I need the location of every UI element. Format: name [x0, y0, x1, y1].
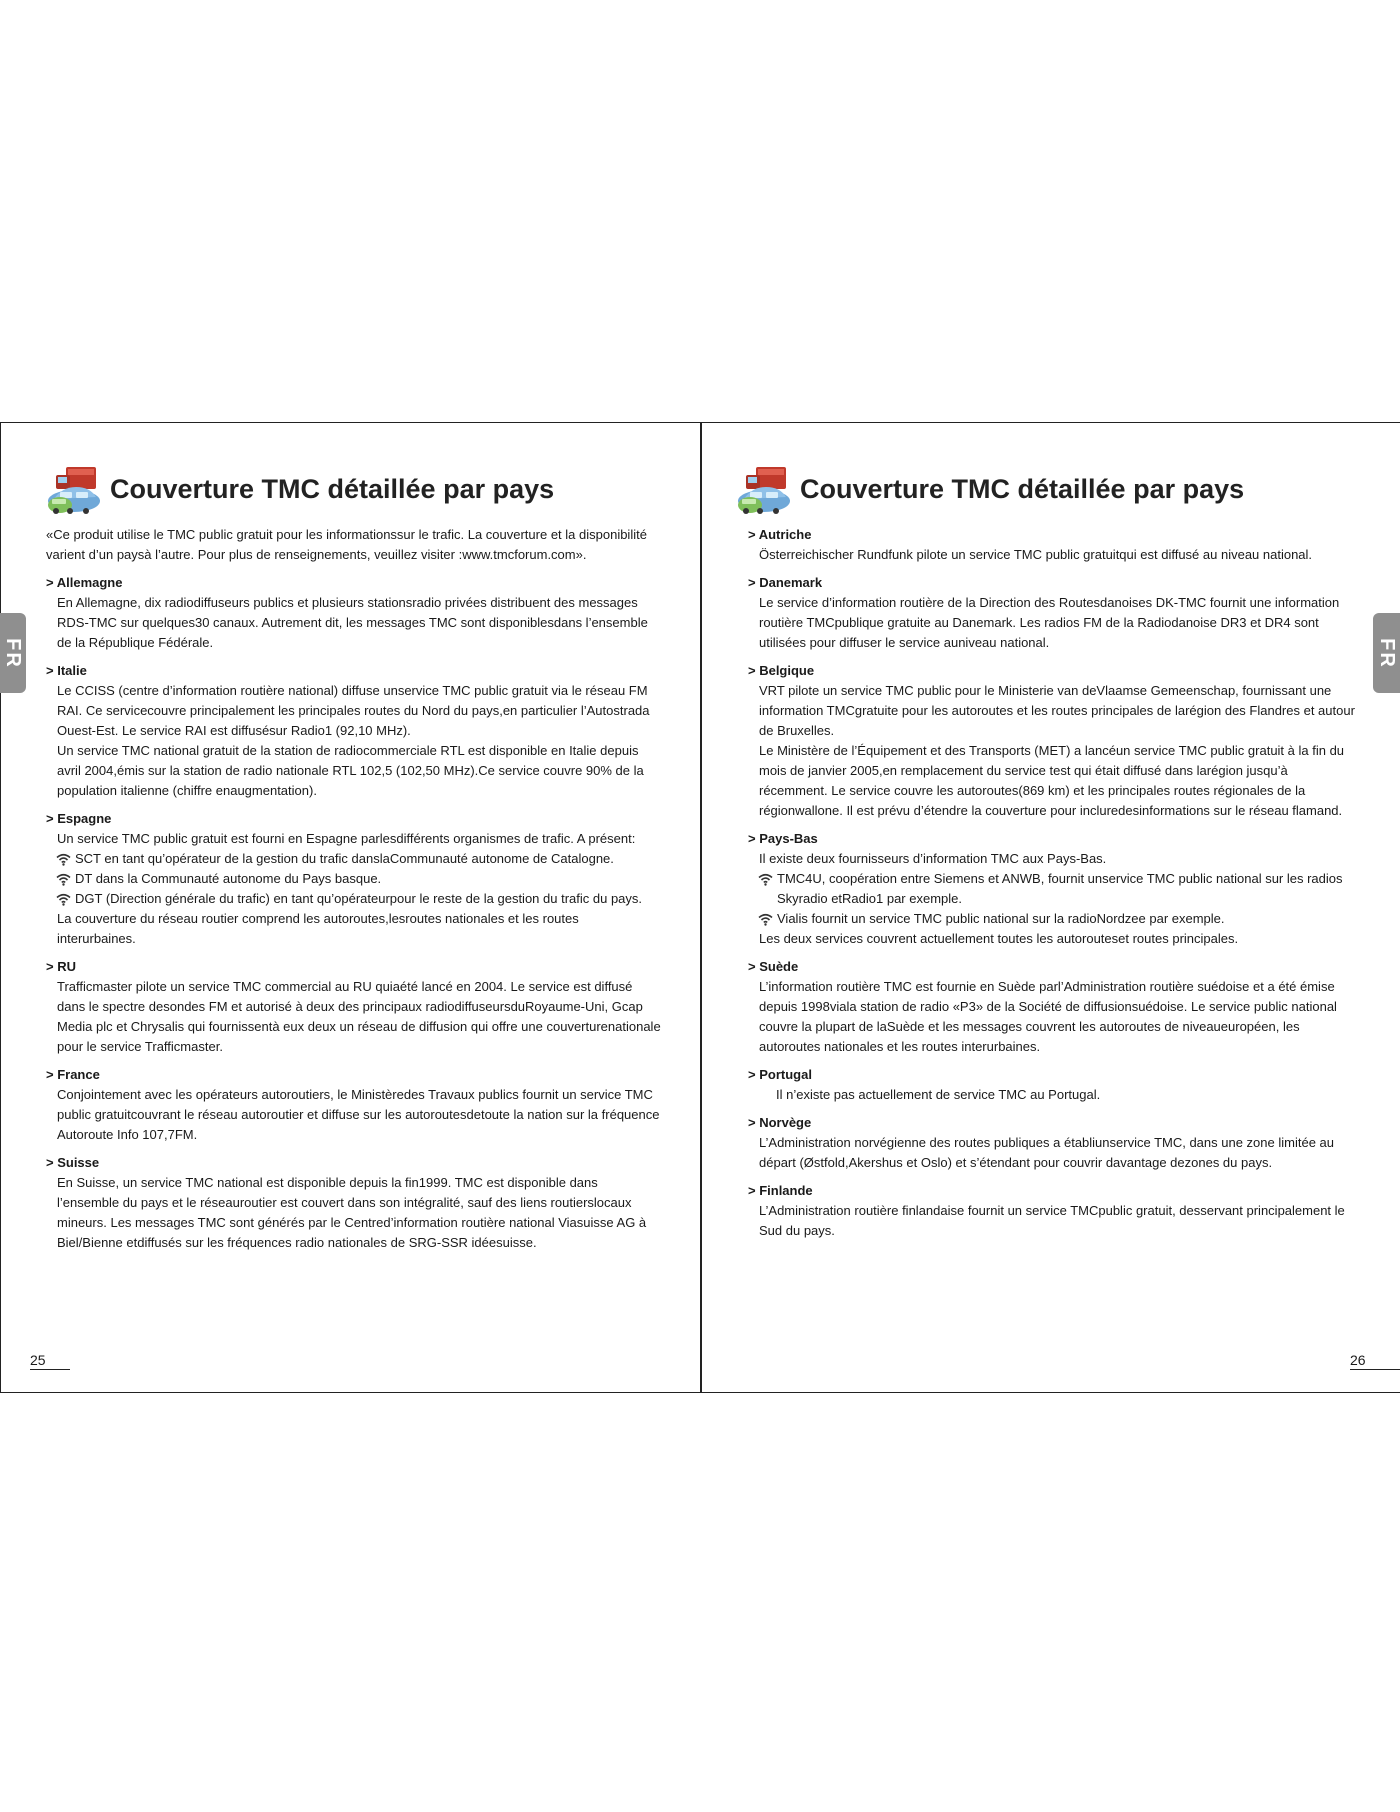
section-paragraph: L’information routière TMC est fournie en Suède parl’Administration routière suédoise et a été émise depuis 1998viala station de radio «P3» de la Société de diffusionsuédoise. Le service public national couvre la plupart de laSuède et les messages couvrent les autoroutes de niveaueuropéen, les autoroutes nationales et les routes interurbaines.: [759, 979, 1337, 1054]
section-heading: > RU: [46, 959, 76, 974]
section-ru: [46, 957, 661, 1057]
section-danemark: [748, 573, 1358, 653]
list-item-text: DGT (Direction générale du trafic) en tant qu’opérateurpour le reste de la gestion du trafic du pays.: [75, 891, 643, 906]
section-paragraph: Conjointement avec les opérateurs autoroutiers, le Ministèredes Travaux publics fournit un service TMC public gratuitcouvrant le réseau autoroutier et diffuse sur les autoroutesdetoute la nation sur la fréquence Autoroute Info 107,7FM.: [57, 1087, 660, 1142]
left-page: [0, 423, 700, 1392]
page-number: 26: [1350, 1352, 1400, 1370]
section-paragraph: Le Ministère de l’Équipement et des Transports (MET) a lancéun service TMC public gratuit à la fin du mois de janvier 2005,en remplacement du service test qui était diffusé dans larégion jusqu’à récemment. Le service couvre les autoroutes(869 km) et les principales routes régionales de la régionwallone. Il est prévu d’étendre la couverture pour incluredesinformations sur le réseau flamand.: [759, 743, 1345, 818]
section-heading: > Danemark: [748, 575, 823, 590]
section-heading: > Autriche: [748, 527, 812, 542]
section-heading: > Pays-Bas: [748, 831, 818, 846]
page-number: 25: [30, 1352, 70, 1370]
page-title: Couverture TMC détaillée par pays: [110, 473, 555, 504]
section-autriche: [748, 525, 1358, 565]
section-paragraph: En Suisse, un service TMC national est disponible depuis la fin1999. TMC est disponible dans l’ensemble du pays et le réseauroutier est couvert dans son intégralité, sauf des liens routierslocaux mineurs. Les messages TMC sont générés par le Centred’information routière national Viasuisse AG à Biel/Bienne etdiffusés sur les fréquences radio nationales de SRG-SSR idéesuisse.: [57, 1175, 647, 1250]
section-heading: > Espagne: [46, 811, 112, 826]
section-paragraph: La couverture du réseau routier comprend les autoroutes,lesroutes nationales et les routes interurbaines.: [57, 911, 579, 946]
section-paragraph: L’Administration routière finlandaise fournit un service TMCpublic gratuit, desservant principalement le Sud du pays.: [759, 1203, 1345, 1238]
list-item: [46, 869, 661, 889]
list-item-text: SCT en tant qu’opérateur de la gestion du trafic danslaCommunauté autonome de Catalogne.: [75, 851, 614, 866]
section-paragraph: VRT pilote un service TMC public pour le Ministerie van deVlaamse Gemeenschap, fournissant une information TMCgratuite pour les autoroutes et les routes principales de larégion des Flandres et autour de Bruxelles.: [759, 683, 1355, 738]
broadcast-signal-icon: [758, 873, 773, 886]
language-tab-label: FR: [1376, 637, 1399, 669]
section-paragraph: Le CCISS (centre d’information routière national) diffuse unservice TMC public gratuit via le réseau FM RAI. Ce servicecouvre principalement les principales routes du Nord du pays,en particulier l’Autostrada Ouest-Est. Le service RAI est diffusésur Radio1 (92,10 MHz).: [57, 683, 650, 738]
list-item-text: DT dans la Communauté autonome du Pays basque.: [75, 871, 382, 886]
left-content: [46, 525, 661, 1261]
list-item: [46, 849, 661, 869]
section-paragraph: Un service TMC national gratuit de la station de radiocommerciale RTL est disponible en Italie depuis avril 2004,émis sur la station de radio nationale RTL 102,5 (102,50 MHz).Ce service couvre 90% de la population italienne (chiffre enaugmentation).: [57, 743, 644, 798]
right-title-row: [736, 463, 1244, 515]
list-item-text: Vialis fournit un service TMC public national sur la radioNordzee par exemple.: [777, 911, 1225, 926]
broadcast-signal-icon: [56, 853, 71, 866]
section-paragraph: Le service d’information routière de la Direction des Routesdanoises DK-TMC fournit une information routière TMCpublique gratuite au Danemark. Les radios FM de la Radiodanoise DR3 et DR4 sont utilisées pour diffuser le service auniveau national.: [759, 595, 1340, 650]
tmc-traffic-vehicles-icon: [736, 463, 792, 515]
section-heading: > Italie: [46, 663, 87, 678]
language-tab-left: [0, 613, 26, 693]
page-title: Couverture TMC détaillée par pays: [800, 473, 1245, 504]
section-heading: > Allemagne: [46, 575, 123, 590]
language-tab-right: [1373, 613, 1400, 693]
section-paragraph: Les deux services couvrent actuellement toutes les autorouteset routes principales.: [759, 931, 1239, 946]
section-suede: [748, 957, 1358, 1057]
section-allemagne: [46, 573, 661, 653]
section-paragraph: Österreichischer Rundfunk pilote un service TMC public gratuitqui est diffusé au niveau national.: [759, 547, 1313, 562]
section-espagne: [46, 809, 661, 949]
tmc-traffic-vehicles-icon: [46, 463, 102, 515]
section-italie: [46, 661, 661, 801]
right-page: [702, 423, 1400, 1392]
section-paragraph: Trafficmaster pilote un service TMC commercial au RU quiaété lancé en 2004. Le service est diffusé dans le spectre desondes FM et autorisé à deux des principaux radiodiffuseursduRoyaume-Uni, Gcap Media plc et Chrysalis qui fournissentà eux deux un réseau de diffusion qui offre une couverturenationale pour le service Trafficmaster.: [57, 979, 661, 1054]
section-portugal: [748, 1065, 1358, 1105]
section-heading: > Norvège: [748, 1115, 812, 1130]
section-heading: > France: [46, 1067, 100, 1082]
list-item: [46, 889, 661, 909]
broadcast-signal-icon: [758, 913, 773, 926]
broadcast-signal-icon: [56, 893, 71, 906]
booklet-spread: [0, 422, 1400, 1393]
section-paragraph: Un service TMC public gratuit est fourni en Espagne parlesdifférents organismes de trafic. A présent:: [57, 831, 636, 846]
section-paragraph: L’Administration norvégienne des routes publiques a établiunservice TMC, dans une zone limitée au départ (Østfold,Akershus et Oslo) et s’étendant pour couvrir davantage dezones du pays.: [759, 1135, 1334, 1170]
section-france: [46, 1065, 661, 1145]
section-heading: > Suède: [748, 959, 799, 974]
section-suisse: [46, 1153, 661, 1253]
section-heading: > Suisse: [46, 1155, 100, 1170]
broadcast-signal-icon: [56, 873, 71, 886]
section-finlande: [748, 1181, 1358, 1241]
intro-paragraph: «Ce produit utilise le TMC public gratuit pour les informationssur le trafic. La couverture et la disponibilité varient d’un paysà l’autre. Pour plus de renseignements, veuillez visiter :www.tmcforum.com».: [46, 527, 647, 562]
list-item-text: TMC4U, coopération entre Siemens et ANWB, fournit unservice TMC public national sur les radios Skyradio etRadio1 par exemple.: [777, 871, 1343, 906]
section-pays-bas: [748, 829, 1358, 949]
section-belgique: [748, 661, 1358, 821]
list-item: [748, 869, 1358, 909]
language-tab-label: FR: [2, 637, 25, 669]
section-paragraph: Il existe deux fournisseurs d’information TMC aux Pays-Bas.: [759, 851, 1107, 866]
right-content: [748, 525, 1358, 1249]
section-paragraph: Il n’existe pas actuellement de service TMC au Portugal.: [776, 1087, 1101, 1102]
left-title-row: [46, 463, 554, 515]
section-heading: > Belgique: [748, 663, 815, 678]
section-norvege: [748, 1113, 1358, 1173]
section-paragraph: En Allemagne, dix radiodiffuseurs publics et plusieurs stationsradio privées distribuent des messages RDS-TMC sur quelques30 canaux. Autrement dit, les messages TMC sont disponiblesdans l’ensemble de la République Fédérale.: [57, 595, 648, 650]
section-heading: > Portugal: [748, 1067, 812, 1082]
list-item: [748, 909, 1358, 929]
section-heading: > Finlande: [748, 1183, 813, 1198]
